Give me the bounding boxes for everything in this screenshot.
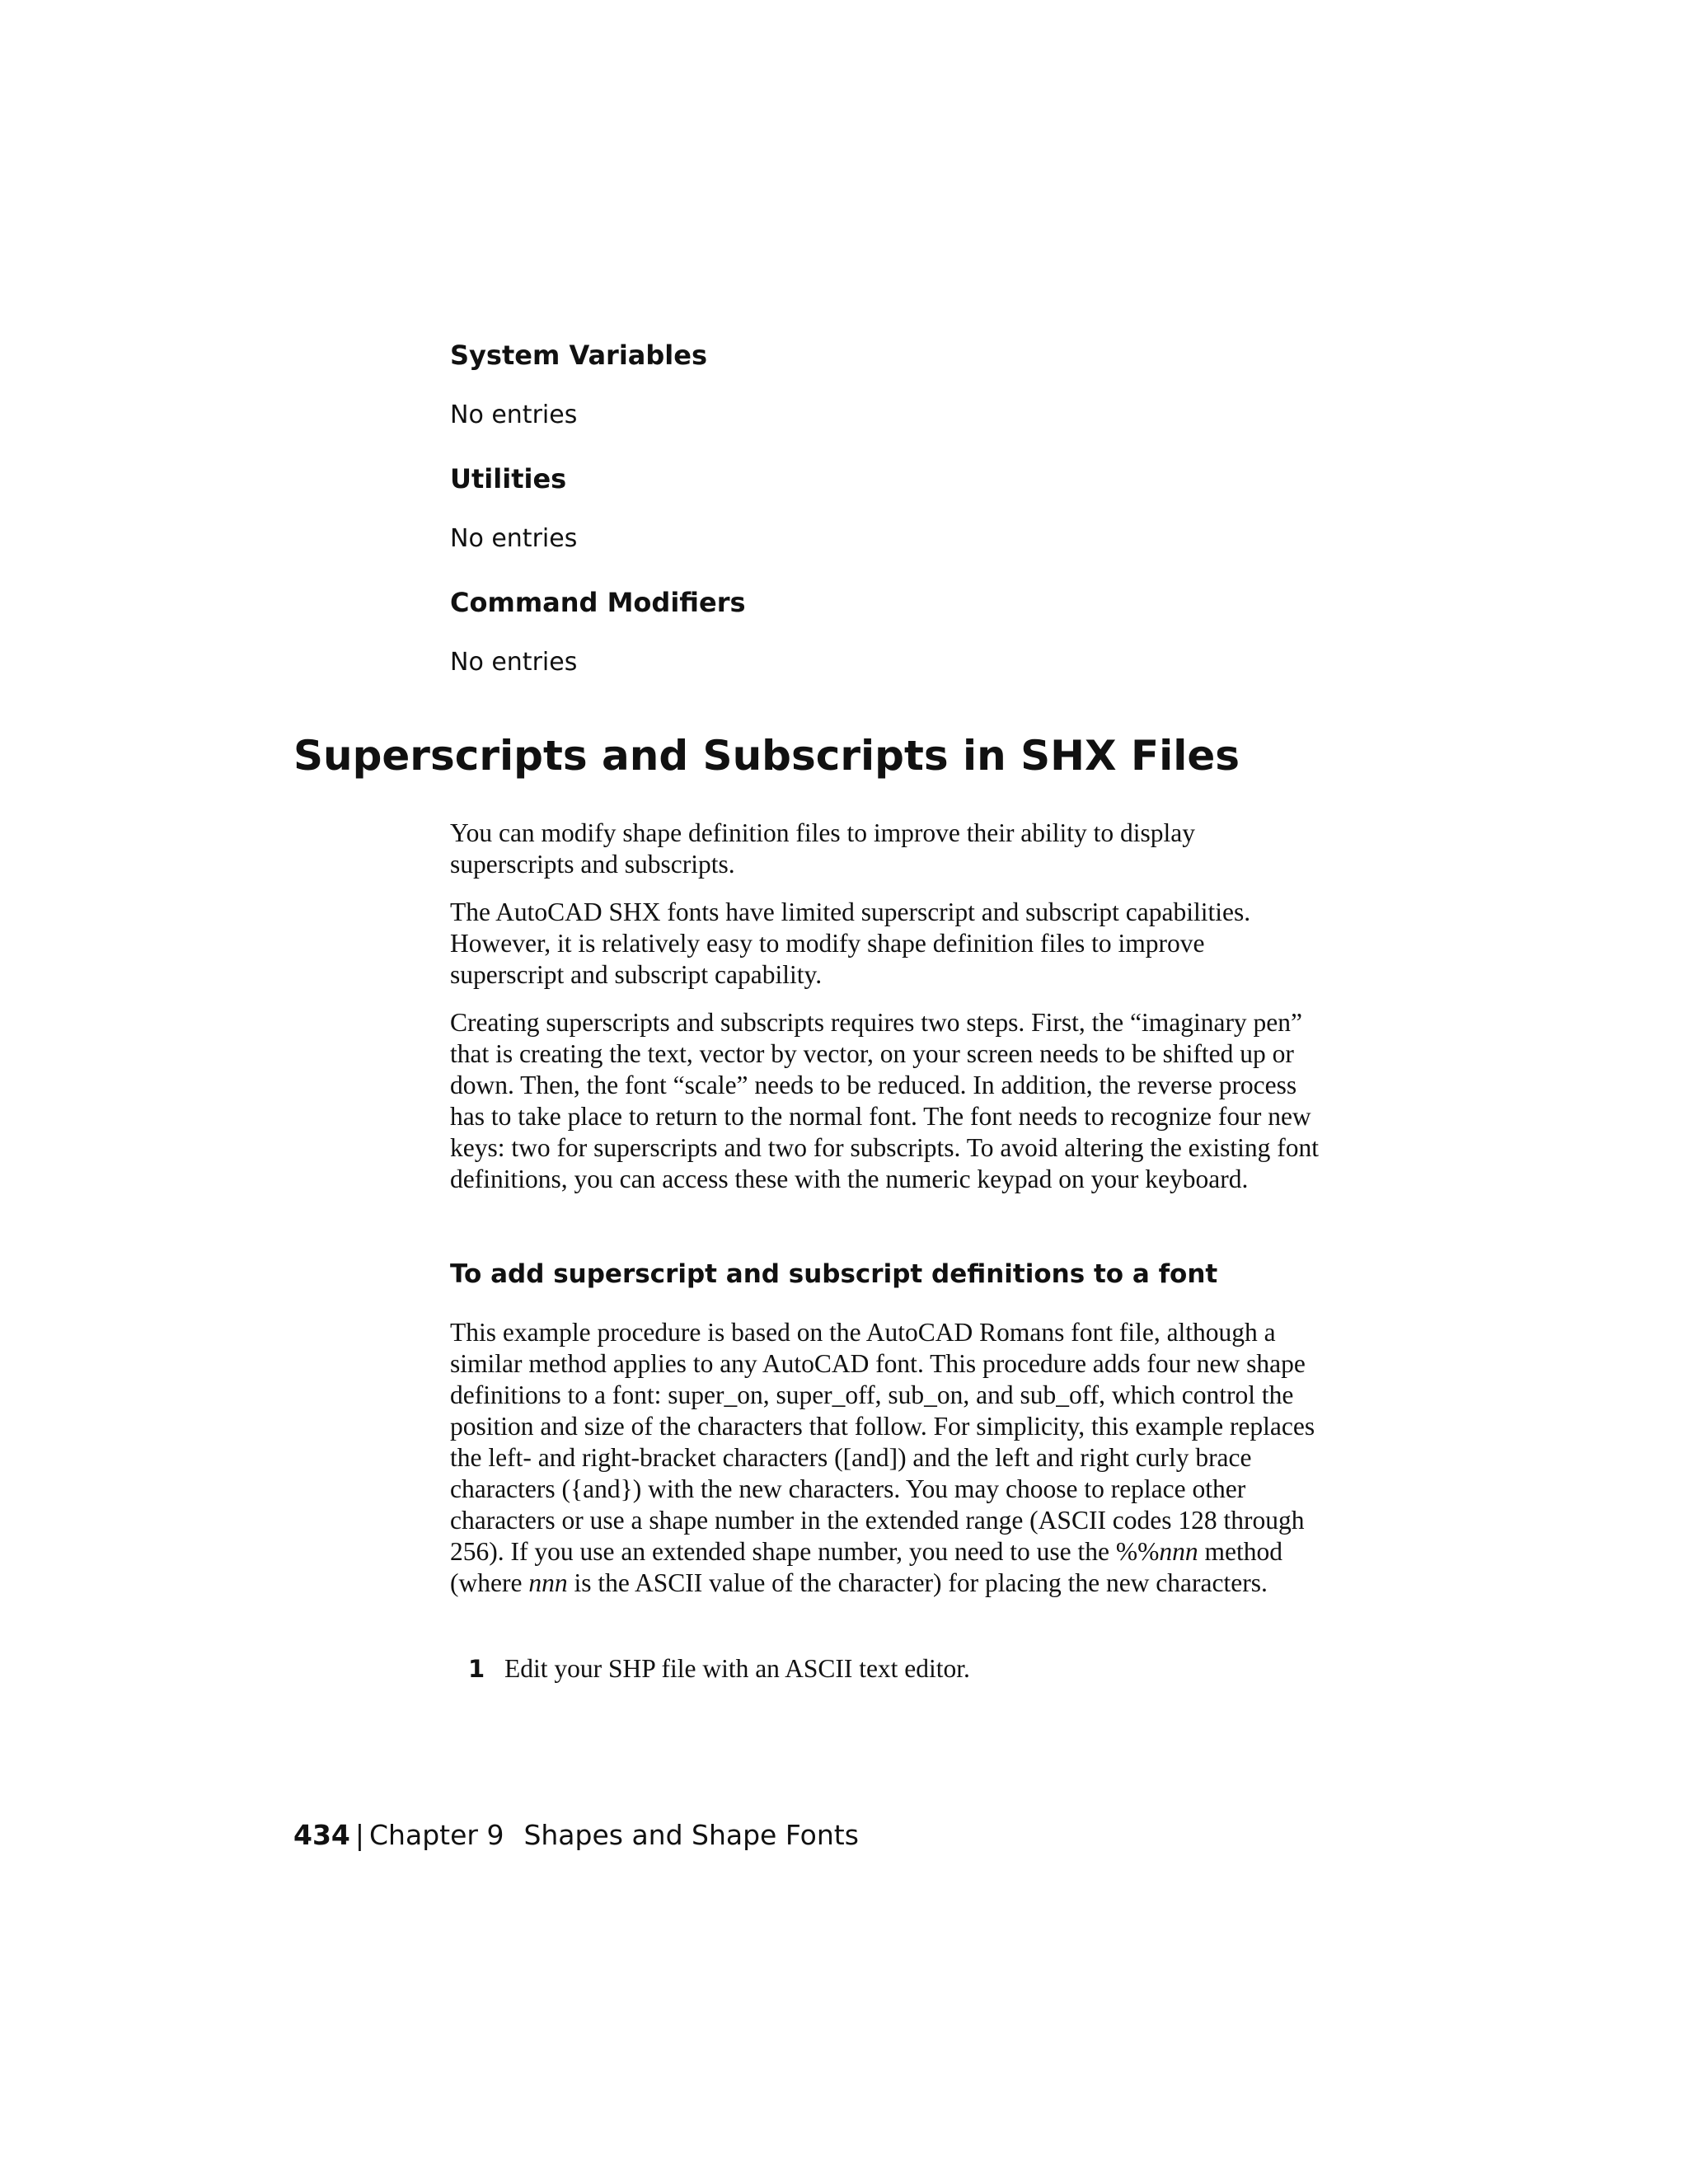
- system-variables-heading: System Variables: [450, 340, 708, 371]
- intro-paragraph-1: You can modify shape definition files to improve their ability to display superscripts and subscripts.: [450, 818, 1196, 879]
- procedure-intro-wrap: [450, 1317, 1324, 1599]
- page-number: 434: [293, 1819, 350, 1851]
- step-text: Edit your SHP file with an ASCII text editor.: [504, 1654, 970, 1683]
- procedure-intro-italic2: nnn: [528, 1568, 568, 1597]
- procedure-intro-part2: method (where: [450, 1537, 1282, 1597]
- procedure-intro-italic1: nnn: [1159, 1537, 1198, 1566]
- command-modifiers-value: No entries: [450, 648, 578, 677]
- intro-paragraph-3-wrap: [450, 1007, 1324, 1195]
- procedure-step: [468, 1653, 970, 1685]
- section-title: Superscripts and Subscripts in SHX Files: [293, 732, 1240, 780]
- procedure-intro-part1: This example procedure is based on the AutoCAD Romans font file, although a similar method applies to any AutoCAD font. This procedure adds four new shape definitions to a font: super_on, super_off, sub_on, and sub_off, which control the position and size of the characters that follow. For simplicity, this example replaces the left- and right-bracket characters ([and]) and the left and right curly brace characters ({and}) with the new characters. You may choose to replace other characters or use a shape number in the extended range (ASCII codes 128 through 256). If you use an extended shape number, you need to use the %%: [450, 1318, 1315, 1566]
- procedure-intro-part3: is the ASCII value of the character) for placing the new characters.: [567, 1568, 1268, 1597]
- command-modifiers-heading: Command Modifiers: [450, 587, 746, 618]
- procedure-intro: [450, 1317, 1324, 1599]
- footer-separator: |: [354, 1819, 365, 1851]
- utilities-heading: Utilities: [450, 463, 567, 494]
- intro-paragraph-1-wrap: [450, 818, 1324, 880]
- intro-paragraph-3: Creating superscripts and subscripts requires two steps. First, the “imaginary pen” that is creating the text, vector by vector, on your screen needs to be shifted up or down. Then, the font “scale” needs to be reduced. In addition, the reverse process has to take place to return to the normal font. The font needs to recognize four new keys: two for superscripts and two for subscripts. To avoid altering the existing font definitions, you can access these with the numeric keypad on your keyboard.: [450, 1008, 1320, 1193]
- footer-chapter: Chapter 9: [369, 1819, 504, 1851]
- page-footer: [293, 1819, 859, 1851]
- step-number: 1: [468, 1655, 485, 1683]
- footer-chapter-title: Shapes and Shape Fonts: [523, 1819, 859, 1851]
- procedure-title: To add superscript and subscript definitions to a font: [450, 1259, 1218, 1289]
- intro-paragraph-2: The AutoCAD SHX fonts have limited superscript and subscript capabilities. However, it is relatively easy to modify shape definition files to improve superscript and subscript capability.: [450, 898, 1251, 989]
- utilities-value: No entries: [450, 524, 578, 553]
- intro-paragraph-2-wrap: [450, 897, 1324, 991]
- system-variables-value: No entries: [450, 401, 578, 429]
